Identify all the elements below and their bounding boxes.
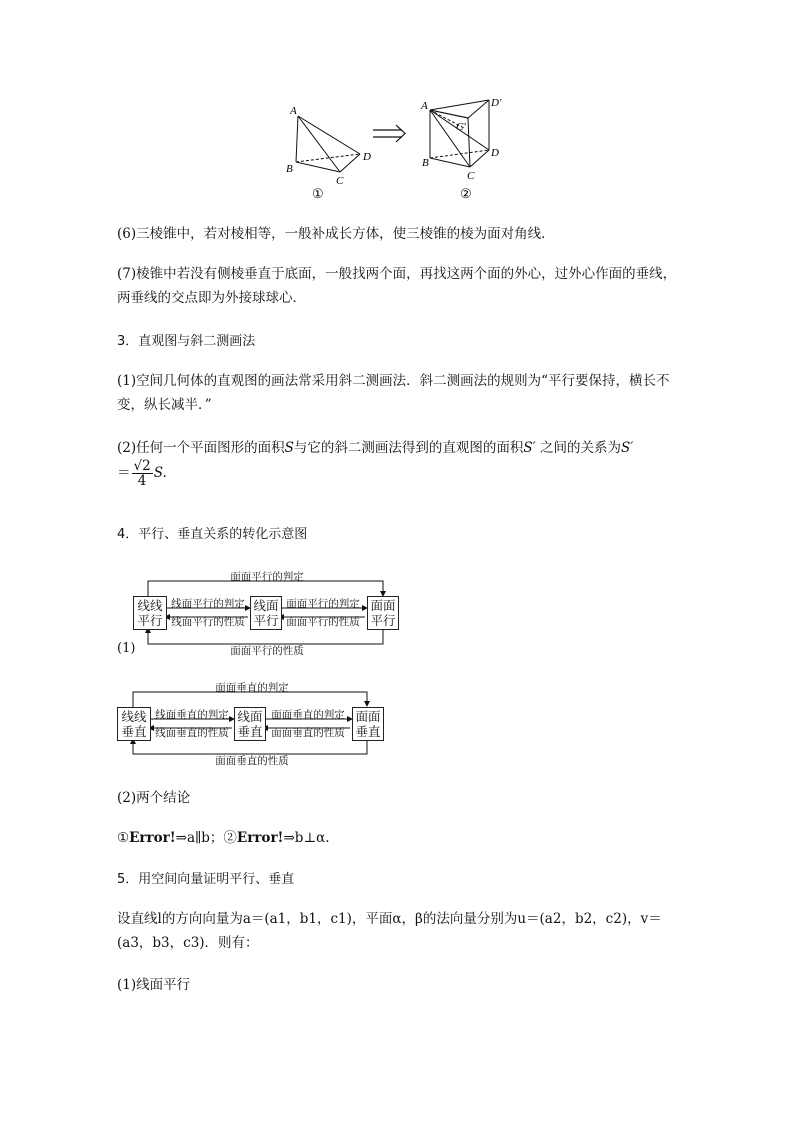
section-5-sub1: (1)线面平行 <box>117 977 191 993</box>
box-line-plane-parallel: 线面 平行 <box>250 596 282 630</box>
fig2-label-C: C <box>467 170 475 182</box>
section-3-p2: (2)任何一个平面图形的面积S与它的斜二测画法得到的直观图的面积S′ 之间的关系为S′ ＝ $\frac{√2}{4}$ S. <box>117 440 634 489</box>
d1-a23-top: 面面平行的判定 <box>286 598 360 610</box>
d2-top-label: 面面垂直的判定 <box>215 682 289 694</box>
d2-a12-top: 线面垂直的判定 <box>155 709 229 721</box>
box-line-plane-perpendicular: 线面 垂直 <box>234 707 266 741</box>
perpendicular-diagram <box>117 678 397 770</box>
parallel-diagram <box>117 565 407 660</box>
fig1-label-D: D <box>363 151 371 163</box>
pyramid-figure <box>280 92 520 202</box>
fig2-label-Dp: D′ <box>491 97 502 109</box>
conclusion-heading: (2)两个结论 <box>117 790 191 806</box>
section-3-heading: 3．直观图与斜二测画法 <box>117 334 256 349</box>
d2-bottom-label: 面面垂直的性质 <box>215 755 289 767</box>
section-5-intro: 设直线l的方向向量为a＝(a1，b1，c1)，平面α，β的法向量分别为u＝(a2，b2，c2)，v＝(a3，b3，c3)．则有： <box>117 911 662 951</box>
fig1-label-B: B <box>286 163 293 175</box>
fig2-caption: ② <box>460 186 472 201</box>
d1-a12-bot: 线面平行的性质 <box>171 616 245 628</box>
section-4-heading: 4．平行、垂直关系的转化示意图 <box>117 527 308 542</box>
d2-a23-bot: 面面垂直的性质 <box>271 727 345 739</box>
fig1-caption: ① <box>312 186 324 201</box>
pyramid-1 <box>296 116 360 172</box>
box-plane-plane-parallel: 面面 平行 <box>367 596 399 630</box>
box-line-line-parallel: 线线 平行 <box>133 596 167 630</box>
fig1-label-A: A <box>290 105 297 117</box>
d1-bottom-label: 面面平行的性质 <box>230 645 304 657</box>
diagram-1-label: (1) <box>117 641 136 656</box>
item-6: (6)三棱锥中，若对棱相等，一般补成长方体，使三棱锥的棱为面对角线． <box>117 226 555 242</box>
fig1-label-C: C <box>336 175 344 187</box>
sqrt2-over-4-fraction: $\frac{√2}{4}$ <box>133 458 151 489</box>
prism-figure <box>430 100 489 167</box>
box-plane-plane-perpendicular: 面面 垂直 <box>352 707 384 741</box>
d1-a23-bot: 面面平行的性质 <box>286 616 360 628</box>
section-3-p1: (1)空间几何体的直观图的画法常采用斜二测画法．斜二测画法的规则为“平行要保持，横长不变，纵长减半．” <box>117 373 670 413</box>
fig2-label-D: D <box>491 147 499 159</box>
d1-top-label: 面面平行的判定 <box>230 571 304 583</box>
d2-a23-top: 面面垂直的判定 <box>271 709 345 721</box>
conclusions: ①Error!⇒a∥b；②Error!⇒b⊥α. <box>117 830 330 846</box>
implies-arrow <box>373 125 405 142</box>
d1-a12-top: 线面平行的判定 <box>171 598 245 610</box>
item-7: (7)棱锥中若没有侧棱垂直于底面，一般找两个面，再找这两个面的外心，过外心作面的垂线，两垂线的交点即为外接球球心． <box>117 266 677 306</box>
fig2-label-B: B <box>422 157 429 169</box>
section-5-heading: 5．用空间向量证明平行、垂直 <box>117 872 295 887</box>
d2-a12-bot: 线面垂直的性质 <box>155 727 229 739</box>
fig2-label-A: A <box>421 100 428 112</box>
fig2-label-Cp: C′ <box>456 121 466 133</box>
box-line-line-perpendicular: 线线 垂直 <box>117 707 151 741</box>
